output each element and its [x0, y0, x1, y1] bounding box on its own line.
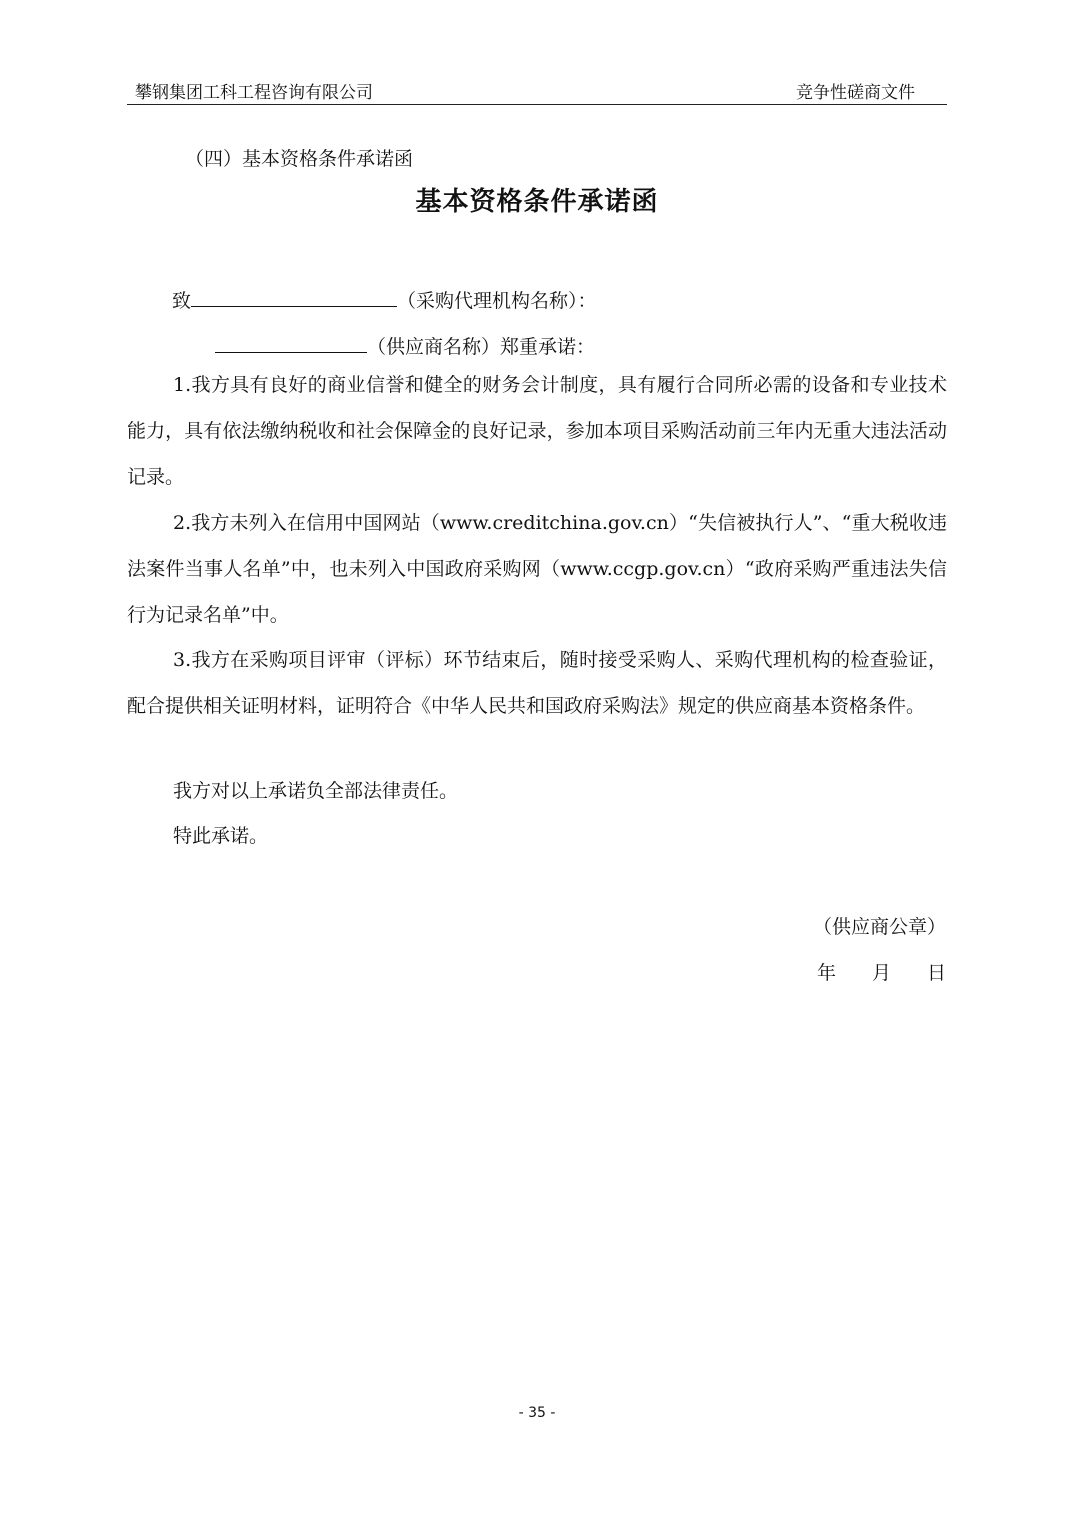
signature-date: [817, 958, 946, 985]
supplier-suffix: （供应商名称）郑重承诺：: [367, 336, 596, 358]
agency-address-line: [172, 284, 597, 313]
page-title: 基本资格条件承诺函: [415, 187, 659, 217]
closing-statement: 特此承诺。: [173, 825, 269, 847]
commitment-paragraph-1: 1.我方具有良好的商业信誉和健全的财务会计制度，具有履行合同所必需的设备和专业技术能力，具有依法缴纳税收和社会保障金的良好记录，参加本项目采购活动前三年内无重大违法活动记录。: [127, 374, 947, 488]
page-number: - 35 -: [518, 1405, 556, 1421]
section-heading: （四）基本资格条件承诺函: [185, 148, 414, 170]
date-day: 日: [926, 962, 946, 984]
header-company: 攀钢集团工科工程咨询有限公司: [135, 83, 373, 103]
date-month: 月: [871, 962, 891, 984]
commitment-paragraph-3: 3.我方在采购项目评审（评标）环节结束后，随时接受采购人、采购代理机构的检查验证，配合提供相关证明材料，证明符合《中华人民共和国政府采购法》规定的供应商基本资格条件。: [127, 649, 947, 717]
address-prefix: 致: [172, 290, 192, 312]
commitment-paragraph-2: 2.我方未列入在信用中国网站（www.creditchina.gov.cn）“失信被执行人”、“重大税收违法案件当事人名单”中，也未列入中国政府采购网（www.ccgp.gov.cn）“政府采购严重违法失信行为记录名单”中。: [127, 512, 947, 626]
agency-suffix: （采购代理机构名称）：: [397, 290, 597, 312]
liability-statement: 我方对以上承诺负全部法律责任。: [173, 780, 459, 802]
agency-name-blank: [191, 284, 397, 307]
page-header: [127, 74, 947, 105]
supplier-seal-label: （供应商公章）: [812, 916, 946, 938]
header-doc-type: 竞争性磋商文件: [796, 83, 915, 103]
supplier-name-blank: [215, 330, 367, 353]
date-year: 年: [816, 962, 836, 984]
supplier-line: [215, 330, 595, 359]
